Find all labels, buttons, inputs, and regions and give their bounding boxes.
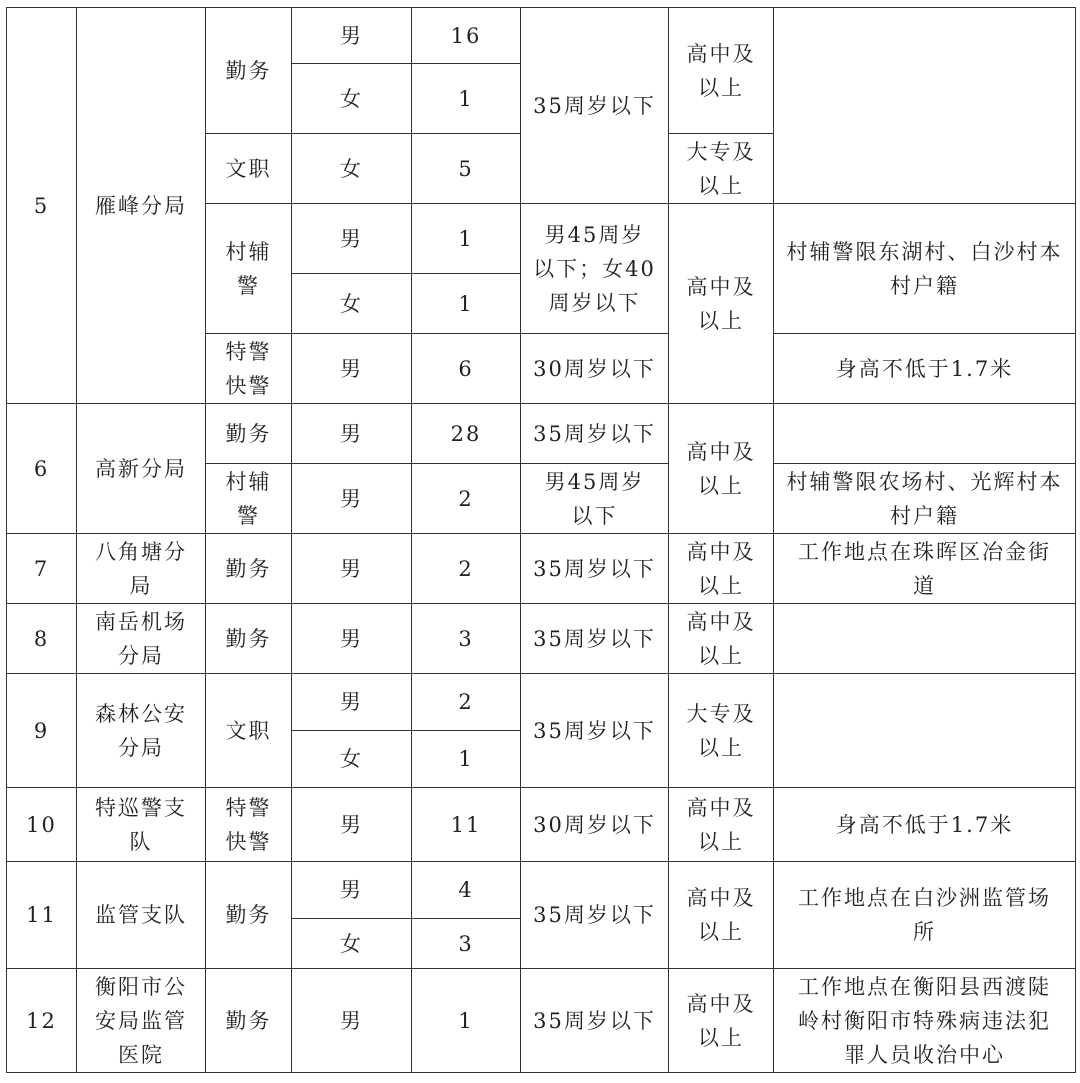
table-row: [7, 404, 1076, 464]
table-row: [7, 8, 1076, 64]
post-type: 文职: [206, 674, 292, 788]
unit-name: 森林公安 分局: [77, 674, 206, 788]
education: 高中及 以上: [669, 404, 774, 534]
note: 身高不低于1.7米: [774, 334, 1076, 404]
age-limit: 35周岁以下: [521, 8, 669, 204]
unit-name: 监管支队: [77, 862, 206, 969]
education: 高中及 以上: [669, 604, 774, 674]
count: 1: [412, 731, 521, 788]
row-number: 10: [7, 788, 77, 862]
count: 28: [412, 404, 521, 464]
education: 高中及 以上: [669, 8, 774, 134]
education: 高中及 以上: [669, 204, 774, 404]
row-number: 6: [7, 404, 77, 534]
gender: 女: [292, 134, 412, 204]
count: 2: [412, 534, 521, 604]
row-number: 5: [7, 8, 77, 404]
row-number: 8: [7, 604, 77, 674]
age-limit: 35周岁以下: [521, 534, 669, 604]
unit-name: 特巡警支 队: [77, 788, 206, 862]
note: 村辅警限东湖村、白沙村本 村户籍: [774, 204, 1076, 334]
education: 高中及 以上: [669, 534, 774, 604]
note: 村辅警限农场村、光辉村本 村户籍: [774, 464, 1076, 534]
age-limit: 35周岁以下: [521, 862, 669, 969]
unit-name: 衡阳市公 安局监管 医院: [77, 969, 206, 1073]
gender: 男: [292, 969, 412, 1073]
gender: 女: [292, 274, 412, 334]
note: [774, 8, 1076, 204]
age-limit: 35周岁以下: [521, 604, 669, 674]
table-row: [7, 969, 1076, 1073]
count: 6: [412, 334, 521, 404]
education: 大专及 以上: [669, 134, 774, 204]
table-row: [7, 604, 1076, 674]
age-limit: 35周岁以下: [521, 674, 669, 788]
post-type: 村辅 警: [206, 464, 292, 534]
table-row: [7, 862, 1076, 919]
post-type: 勤务: [206, 969, 292, 1073]
gender: 女: [292, 64, 412, 134]
count: 3: [412, 919, 521, 969]
count: 11: [412, 788, 521, 862]
post-type: 村辅 警: [206, 204, 292, 334]
unit-name: 高新分局: [77, 404, 206, 534]
note: 工作地点在衡阳县西渡陡 岭村衡阳市特殊病违法犯 罪人员收治中心: [774, 969, 1076, 1073]
gender: 女: [292, 731, 412, 788]
post-type: 勤务: [206, 604, 292, 674]
row-number: 12: [7, 969, 77, 1073]
age-limit: 30周岁以下: [521, 334, 669, 404]
education: 高中及 以上: [669, 788, 774, 862]
education: 高中及 以上: [669, 862, 774, 969]
table-row: [7, 534, 1076, 604]
age-limit: 男45周岁 以下: [521, 464, 669, 534]
unit-name: 八角塘分 局: [77, 534, 206, 604]
age-limit: 男45周岁 以下；女40 周岁以下: [521, 204, 669, 334]
age-limit: 35周岁以下: [521, 404, 669, 464]
count: 5: [412, 134, 521, 204]
count: 2: [412, 674, 521, 731]
gender: 男: [292, 464, 412, 534]
gender: 男: [292, 674, 412, 731]
row-number: 9: [7, 674, 77, 788]
gender: 男: [292, 8, 412, 64]
education: 高中及 以上: [669, 969, 774, 1073]
gender: 男: [292, 404, 412, 464]
row-number: 11: [7, 862, 77, 969]
note: [774, 674, 1076, 788]
note: 工作地点在白沙洲监管场 所: [774, 862, 1076, 969]
gender: 男: [292, 604, 412, 674]
age-limit: 35周岁以下: [521, 969, 669, 1073]
post-type: 特警 快警: [206, 334, 292, 404]
row-number: 7: [7, 534, 77, 604]
gender: 男: [292, 788, 412, 862]
age-limit: 30周岁以下: [521, 788, 669, 862]
count: 16: [412, 8, 521, 64]
post-type: 特警 快警: [206, 788, 292, 862]
note: 身高不低于1.7米: [774, 788, 1076, 862]
note: [774, 604, 1076, 674]
count: 2: [412, 464, 521, 534]
note: [774, 404, 1076, 464]
count: 3: [412, 604, 521, 674]
unit-name: 南岳机场 分局: [77, 604, 206, 674]
gender: 男: [292, 204, 412, 274]
gender: 女: [292, 919, 412, 969]
note: 工作地点在珠晖区冶金街 道: [774, 534, 1076, 604]
count: 4: [412, 862, 521, 919]
unit-name: 雁峰分局: [77, 8, 206, 404]
count: 1: [412, 64, 521, 134]
post-type: 勤务: [206, 404, 292, 464]
count: 1: [412, 204, 521, 274]
gender: 男: [292, 334, 412, 404]
post-type: 文职: [206, 134, 292, 204]
count: 1: [412, 274, 521, 334]
recruitment-table: [6, 7, 1076, 1073]
table-row: [7, 674, 1076, 731]
post-type: 勤务: [206, 534, 292, 604]
gender: 男: [292, 534, 412, 604]
post-type: 勤务: [206, 862, 292, 969]
count: 1: [412, 969, 521, 1073]
post-type: 勤务: [206, 8, 292, 134]
gender: 男: [292, 862, 412, 919]
education: 大专及 以上: [669, 674, 774, 788]
table-row: [7, 788, 1076, 862]
